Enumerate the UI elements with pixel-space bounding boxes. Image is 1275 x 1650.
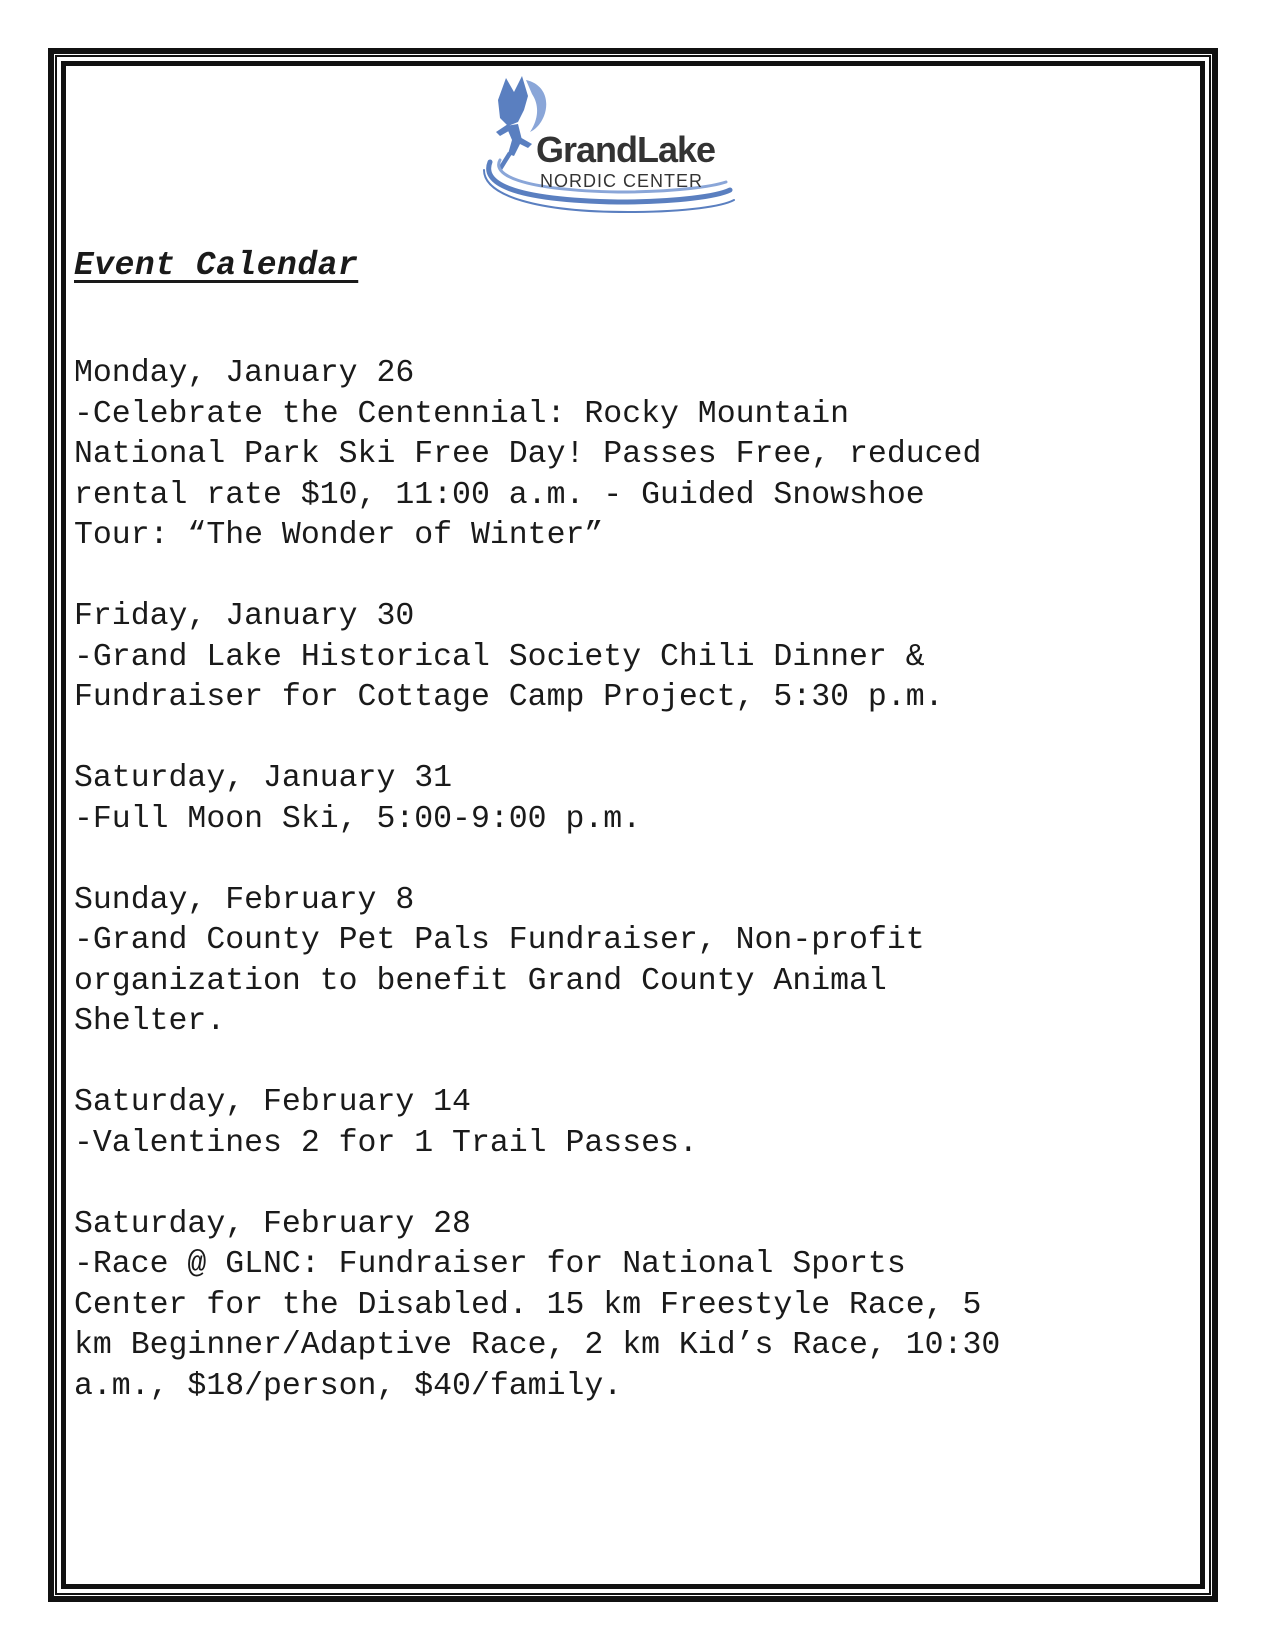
logo-name-line1: GrandLake	[536, 129, 716, 170]
event-date: Saturday, January 31	[74, 761, 453, 796]
page-title: Event Calendar	[74, 247, 359, 284]
event-list	[74, 354, 1199, 1407]
event-description: -Race @ GLNC: Fundraiser for National Sports Center for the Disabled. 15 km Freestyle Race, 5 km Beginner/Adaptive Race, 2 km Kid’s Race, 10:30 a.m., $18/person, $40/family.	[74, 1247, 1001, 1404]
event-item	[74, 881, 1199, 1043]
event-description: -Grand Lake Historical Society Chili Dinner & Fundraiser for Cottage Camp Project, 5:30 p.m.	[74, 639, 944, 715]
event-description: -Celebrate the Centennial: Rocky Mountain National Park Ski Free Day! Passes Free, reduced rental rate $10, 11:00 a.m. - Guided Snowshoe Tour: “The Wonder of Winter”	[74, 396, 982, 553]
event-item	[74, 759, 1199, 840]
event-date: Sunday, February 8	[74, 882, 415, 918]
event-date: Monday, January 26	[74, 356, 415, 391]
event-date: Saturday, February 28	[74, 1206, 471, 1242]
event-item	[74, 597, 1199, 719]
event-item	[74, 1083, 1199, 1164]
event-description: -Full Moon Ski, 5:00-9:00 p.m.	[74, 801, 642, 837]
event-date: Friday, January 30	[74, 599, 415, 634]
event-item	[74, 1205, 1199, 1408]
event-calendar-content	[74, 242, 1199, 1448]
event-date: Saturday, February 14	[74, 1085, 471, 1120]
event-description: -Valentines 2 for 1 Trail Passes.	[74, 1125, 698, 1161]
grand-lake-nordic-center-logo	[478, 70, 778, 220]
event-description: -Grand County Pet Pals Fundraiser, Non-profit organization to benefit Grand County Animal Shelter.	[74, 923, 925, 1039]
event-item	[74, 354, 1199, 557]
logo-name-line2: NORDIC CENTER	[540, 171, 704, 191]
